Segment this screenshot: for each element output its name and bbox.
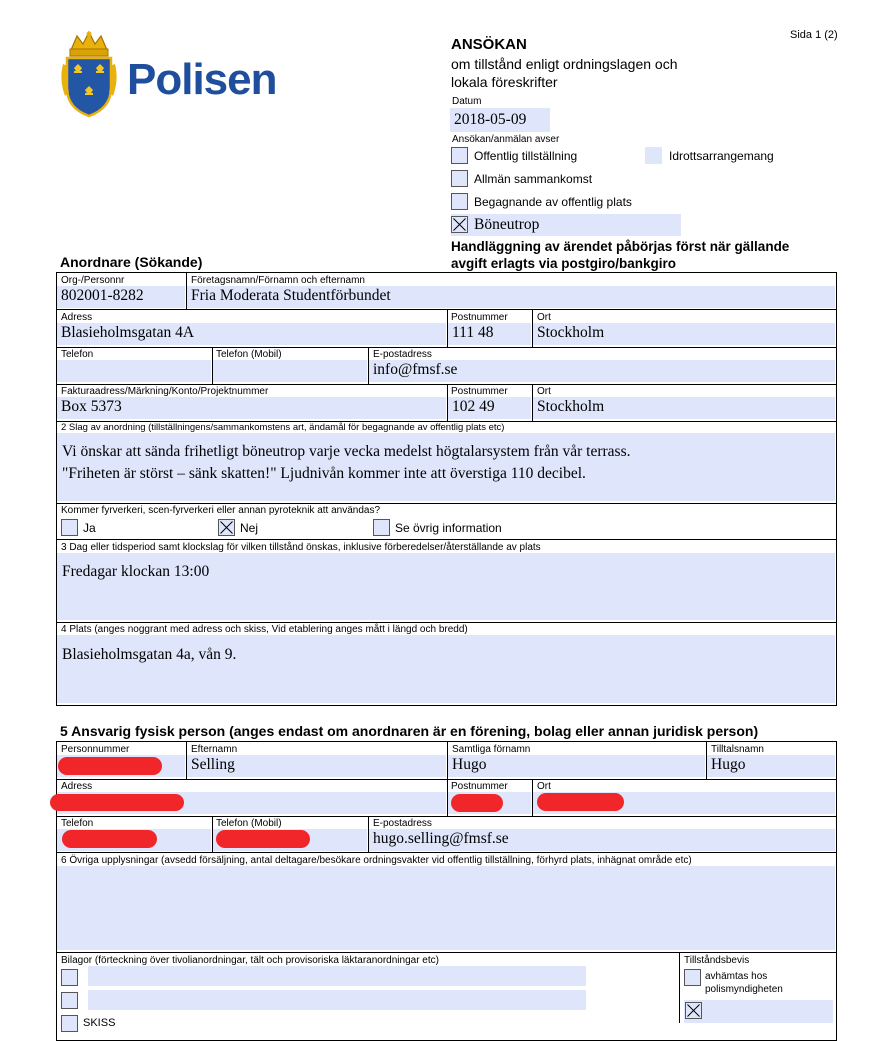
permit-mail-checkbox[interactable]: [685, 1002, 702, 1019]
attachment-1-field[interactable]: [88, 966, 586, 986]
event-kind-line-2: "Friheten är störst – sänk skatten!" Ljudnivån kommer inte att överstiga 110 decibel.: [62, 465, 586, 482]
option-public-place-checkbox[interactable]: [451, 193, 468, 210]
date-field[interactable]: 2018-05-09: [450, 108, 550, 132]
option-sports-checkbox[interactable]: [645, 147, 662, 164]
postal-label: Postnummer: [451, 312, 508, 323]
form-subtitle-2: lokala föreskrifter: [451, 74, 558, 90]
resp-email-label: E-postadress: [373, 818, 432, 829]
attachment-2-field[interactable]: [88, 990, 586, 1010]
time-value: Fredagar klockan 13:00: [62, 563, 210, 580]
event-kind-line-1: Vi önskar att sända frihetligt böneutrop varje vecka medelst högtalarsystem från vår terrass.: [62, 443, 631, 460]
email-field[interactable]: info@fmsf.se: [369, 360, 835, 382]
redaction-mobile: [216, 830, 310, 848]
firstnames-field[interactable]: Hugo: [448, 755, 705, 777]
fireworks-no-label: Nej: [240, 521, 259, 535]
attachment-sketch-label: SKISS: [83, 1017, 116, 1029]
option-public-gathering-label: Allmän sammankomst: [474, 172, 593, 186]
date-label: Datum: [452, 96, 482, 107]
resp-postal-label: Postnummer: [451, 781, 508, 792]
option-prayer-call-label: Böneutrop: [474, 216, 540, 233]
fireworks-no-checkbox[interactable]: [218, 519, 235, 536]
permit-pickup-line-1: avhämtas hos: [705, 971, 768, 982]
org-nr-field[interactable]: 802001-8282: [57, 286, 185, 308]
place-value: Blasieholmsgatan 4a, vån 9.: [62, 646, 237, 663]
permit-pickup-checkbox[interactable]: [684, 969, 701, 986]
company-field[interactable]: Fria Moderata Studentförbundet: [187, 286, 835, 308]
billing-postal-field[interactable]: 102 49: [448, 397, 531, 419]
city-field[interactable]: Stockholm: [533, 323, 835, 345]
other-info-field[interactable]: [57, 866, 835, 950]
phone-label: Telefon: [61, 349, 94, 360]
fireworks-yes-label: Ja: [83, 521, 96, 535]
redaction-phone: [62, 830, 157, 848]
city-label: Ort: [537, 312, 551, 323]
company-label: Företagsnamn/Förnamn och efternamn: [191, 275, 365, 286]
org-nr-label: Org-/Personnr: [61, 275, 125, 286]
redaction-address: [50, 794, 184, 811]
processing-notice-2: avgift erlagts via postgiro/bankgiro: [451, 256, 677, 271]
resp-city-label: Ort: [537, 781, 551, 792]
resp-address-label: Adress: [61, 781, 93, 792]
lastname-label: Efternamn: [191, 744, 238, 755]
billing-city-label: Ort: [537, 386, 551, 397]
form-subtitle-1: om tillstånd enligt ordningslagen och: [451, 56, 678, 72]
page-number: Sida 1 (2): [790, 29, 838, 41]
option-sports-label: Idrottsarrangemang: [669, 149, 774, 163]
attachments-label: Bilagor (förteckning över tivolianordningar, tält och provisoriska läktaranordningar etc): [61, 955, 439, 966]
phone-field[interactable]: [57, 360, 211, 382]
resp-email-field[interactable]: hugo.selling@fmsf.se: [369, 829, 835, 851]
organizer-heading: Anordnare (Sökande): [60, 254, 203, 270]
email-label: E-postadress: [373, 349, 432, 360]
billing-postal-label: Postnummer: [451, 386, 508, 397]
fireworks-question: Kommer fyrverkeri, scen-fyrverkeri eller annan pyroteknik att användas?: [61, 505, 381, 516]
resp-phone-label: Telefon: [61, 818, 94, 829]
pnr-label: Personnummer: [61, 744, 130, 755]
billing-city-field[interactable]: Stockholm: [533, 397, 835, 419]
place-label: 4 Plats (anges noggrant med adress och skiss, Vid etablering anges mått i längd och bredd): [61, 624, 468, 635]
permit-label: Tillståndsbevis: [684, 955, 750, 966]
option-public-gathering-checkbox[interactable]: [451, 170, 468, 187]
other-info-label: 6 Övriga upplysningar (avsedd försäljning, antal deltagare/besökare ordningsvakter vid offentlig tillställning, förhyrd plats, inhägnat område etc): [61, 855, 692, 866]
address-label: Adress: [61, 312, 93, 323]
concerns-label: Ansökan/anmälan avser: [452, 134, 560, 145]
mobile-label: Telefon (Mobil): [216, 349, 282, 360]
callname-label: Tilltalsnamn: [711, 744, 764, 755]
billing-field[interactable]: Box 5373: [57, 397, 446, 419]
processing-notice-1: Handläggning av ärendet påbörjas först när gällande: [451, 239, 790, 254]
callname-field[interactable]: Hugo: [707, 755, 835, 777]
attachment-1-checkbox[interactable]: [61, 969, 78, 986]
form-title: ANSÖKAN: [451, 36, 527, 53]
resp-mobile-label: Telefon (Mobil): [216, 818, 282, 829]
fireworks-yes-checkbox[interactable]: [61, 519, 78, 536]
mobile-field[interactable]: [213, 360, 367, 382]
option-public-place-label: Begagnande av offentlig plats: [474, 195, 632, 209]
option-prayer-call-checkbox[interactable]: [451, 216, 468, 233]
address-field[interactable]: Blasieholmsgatan 4A: [57, 323, 446, 345]
brand-name: Polisen: [127, 55, 277, 104]
fireworks-other-checkbox[interactable]: [373, 519, 390, 536]
police-emblem-icon: [57, 30, 121, 118]
redaction-city: [537, 793, 624, 811]
redaction-pnr: [58, 757, 162, 775]
firstnames-label: Samtliga förnamn: [452, 744, 531, 755]
responsible-heading: 5 Ansvarig fysisk person (anges endast om anordnaren är en förening, bolag eller annan juridisk person): [60, 723, 759, 739]
permit-mail-field[interactable]: [684, 1000, 833, 1023]
lastname-field[interactable]: Selling: [187, 755, 446, 777]
event-kind-label: 2 Slag av anordning (tillställningens/sammankomstens art, ändamål för begagnande av offentlig plats etc): [61, 422, 505, 433]
permit-pickup-line-2: polismyndigheten: [705, 984, 783, 995]
postal-field[interactable]: 111 48: [448, 323, 531, 345]
billing-label: Fakturaadress/Märkning/Konto/Projektnummer: [61, 386, 269, 397]
redaction-postal: [451, 794, 503, 812]
fireworks-other-label: Se övrig information: [395, 521, 502, 535]
attachment-2-checkbox[interactable]: [61, 992, 78, 1009]
option-public-event-label: Offentlig tillställning: [474, 149, 578, 163]
option-public-event-checkbox[interactable]: [451, 147, 468, 164]
attachment-sketch-checkbox[interactable]: [61, 1015, 78, 1032]
time-label: 3 Dag eller tidsperiod samt klockslag för vilken tillstånd önskas, inklusive förberedelser/återställande av plats: [61, 542, 541, 553]
